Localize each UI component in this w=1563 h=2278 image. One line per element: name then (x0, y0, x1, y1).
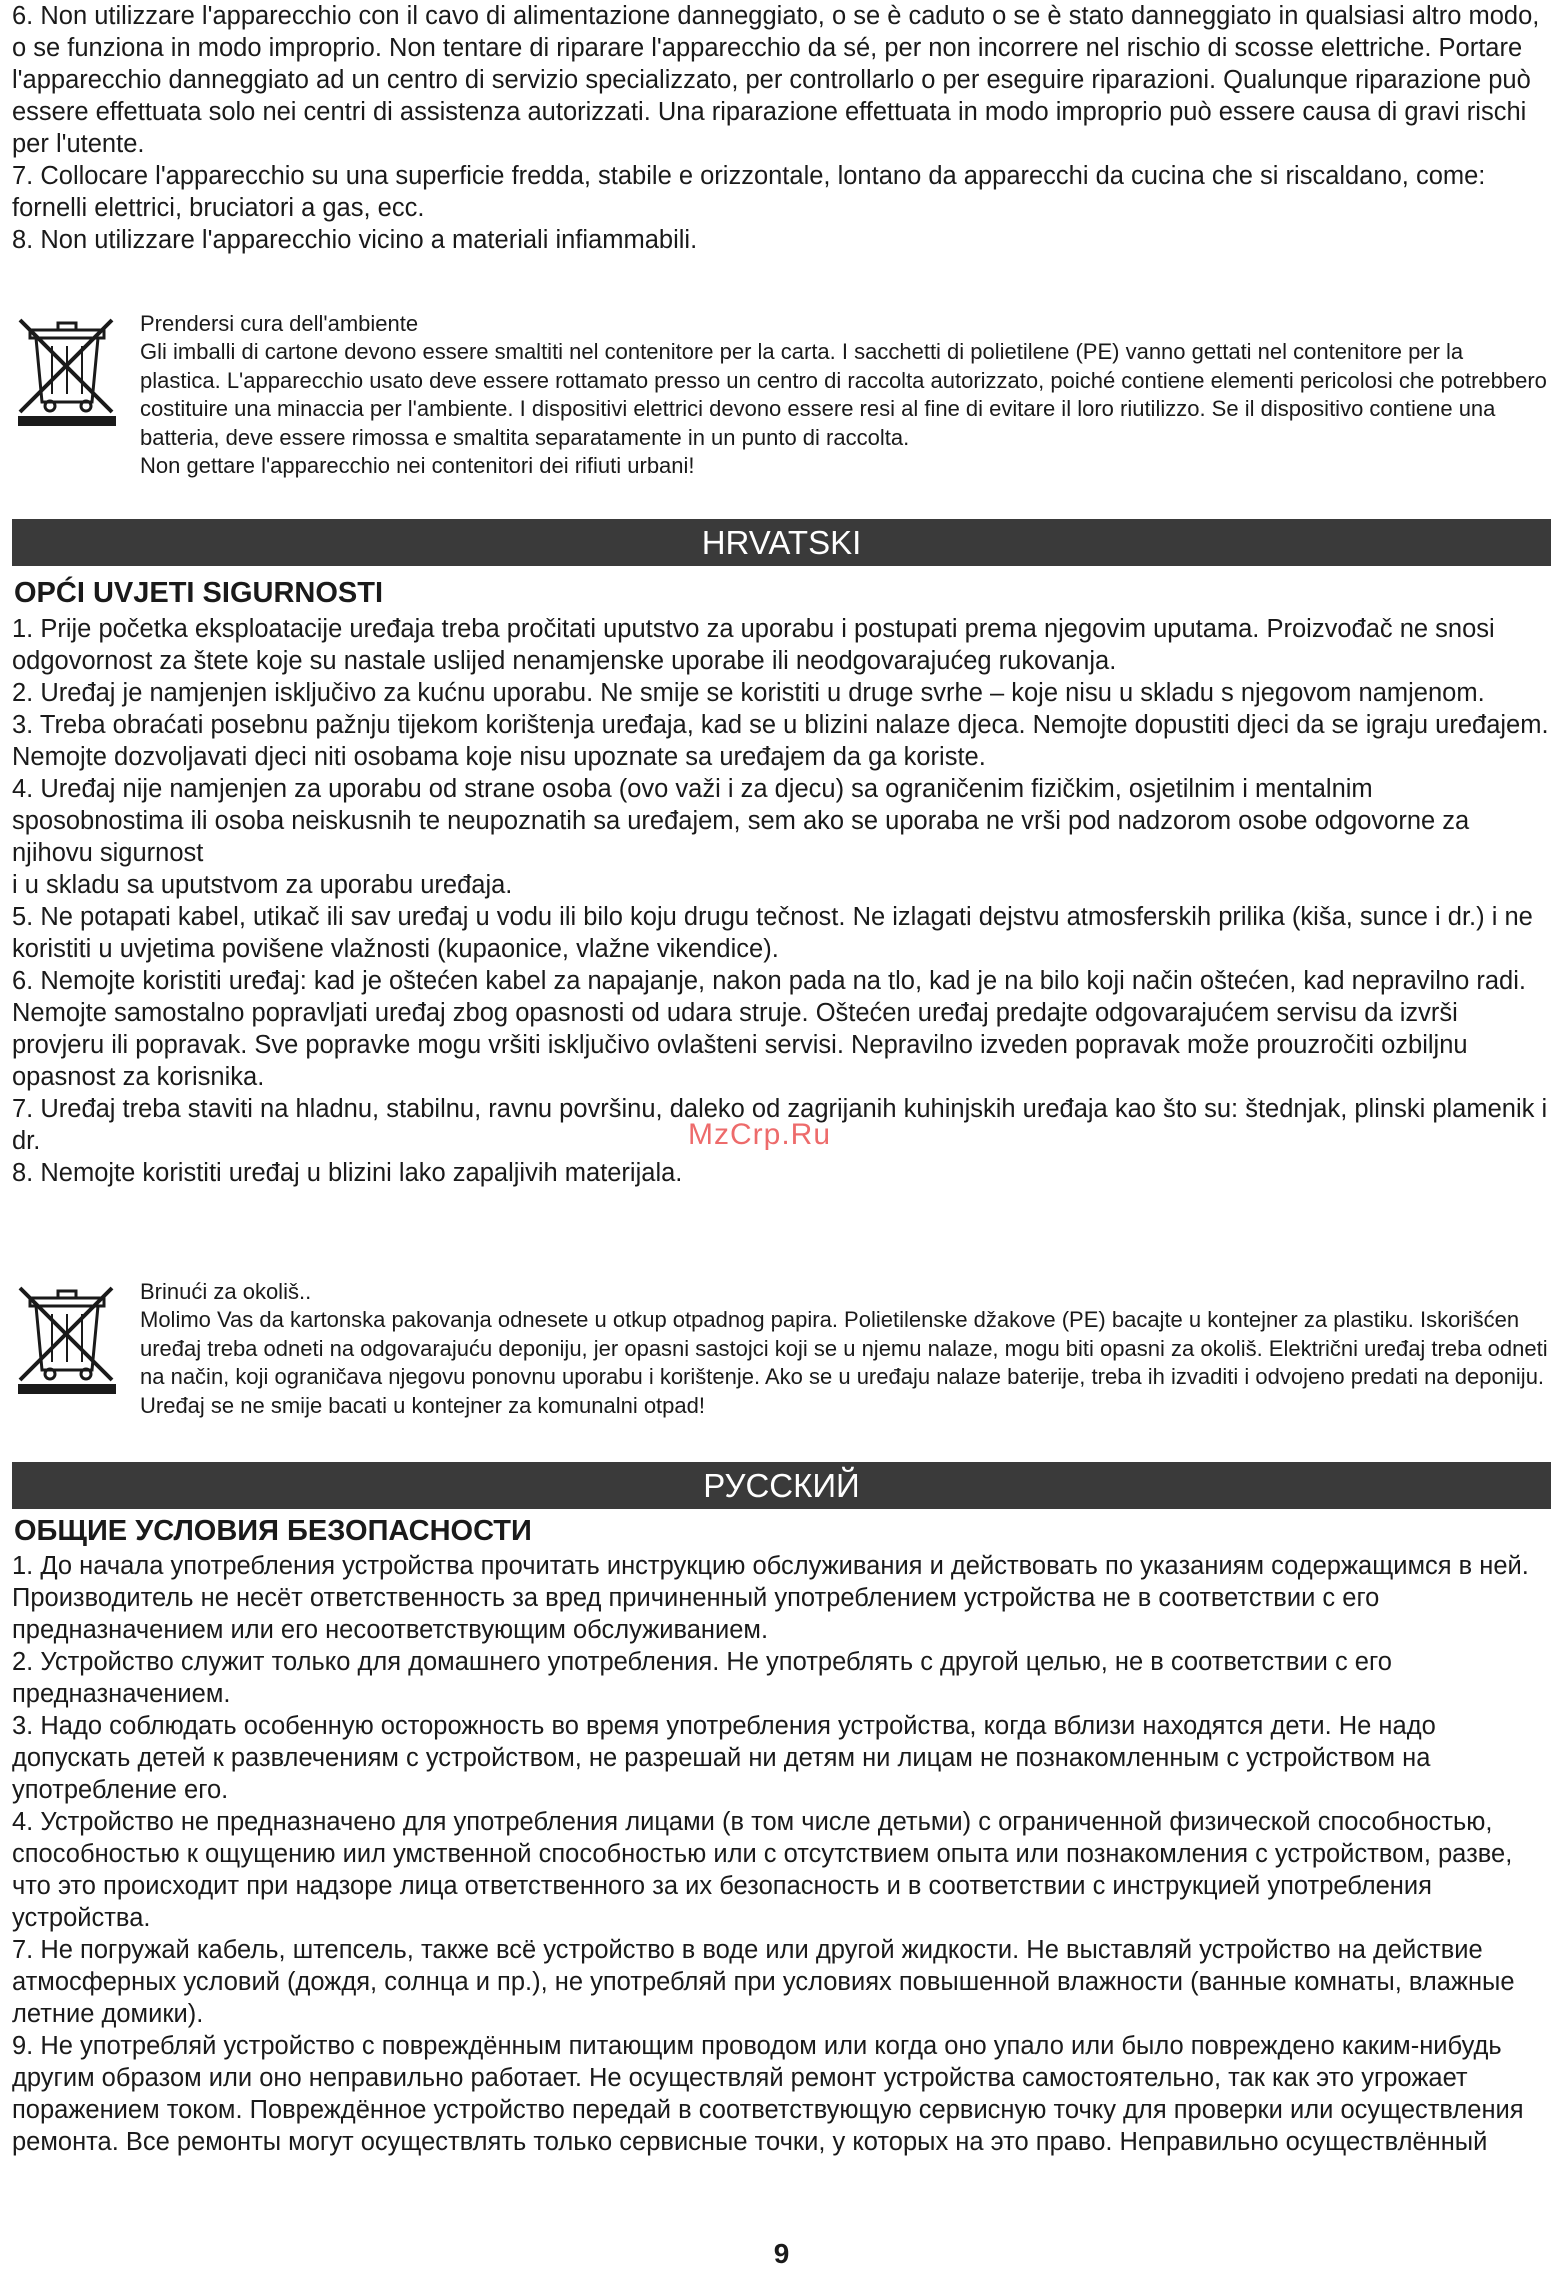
page-number: 9 (773, 2238, 790, 2269)
it-environment-warning: Non gettare l'apparecchio nei contenitori dei rifiuti urbani! (140, 453, 695, 479)
it-item-8: 8. Non utilizzare l'apparecchio vicino a materiali infiammabili. (12, 226, 698, 254)
hr-item-8: 8. Nemojte koristiti uređaj u blizini lako zapaljivih materijala. (12, 1159, 683, 1187)
hr-item-2: 2. Uređaj je namjenjen isključivo za kućnu uporabu. Ne smije se koristiti u druge svrhe – koje nisu u skladu s njegovom namjenom. (12, 679, 1485, 707)
hr-environment-body: Molimo Vas da kartonska pakovanja odnesete u otkup otpadnog papira. Polietilenske džakove (PE) bacajte u kontejner za plastiku. Iskorišćen uređaj treba odneti na odgovarajuću deponiju, jer opasni sastojci koji se u njemu nalaze, mogu biti opasni za okoliš. Električni uređaj treba odneti na način, koji ograničava njegovu ponovnu uporabu i korištenje. Ako se u uređaju nalaze baterije, treba ih izvaditi i odvojeno predati na deponiju. (140, 1307, 1548, 1390)
hr-item-6: 6. Nemojte koristiti uređaj: kad je oštećen kabel za napajanje, nakon pada na tlo, kad je na bilo koji način oštećen, kad nepravilno radi. Nemojte samostalno popravljati uređaj zbog opasnosti od udara struje. Oštećen uređaj predajte odgovarajućem servisu da izvrši provjeru ili popravak. Sve popravke mogu vršiti isključivo ovlašteni servisi. Nepravilno izveden popravak može prouzročiti ozbiljnu opasnost za korisnika. (12, 967, 1526, 1091)
it-environment-text (140, 310, 1549, 480)
ru-item-3: 3. Надо соблюдать особенную осторожность во время употребления устройства, когда вблизи находятся дети. Не надо допускать детей к развлечениям с устройством, не разрешай ни детям ни лицам не познакомленным с устройством на употребление его. (12, 1712, 1436, 1804)
russian-safety-list (12, 1550, 1549, 2158)
hr-environment-title: Brinući za okoliš.. (140, 1279, 312, 1304)
hr-environment-warning: Uređaj se ne smije bacati u kontejner za komunalni otpad! (140, 1392, 705, 1418)
it-item-6: 6. Non utilizzare l'apparecchio con il cavo di alimentazione danneggiato, o se è caduto o se è stato danneggiato in qualsiasi altro modo, o se funziona in modo improprio. Non tentare di riparare l'apparecchio da sé, per non incorrere nel rischio di scosse elettriche. Portare l'apparecchio danneggiato ad un centro di servizio specializzato, per controllarlo o per eseguire riparazioni. Qualunque riparazione può essere effettuata solo nei centri di assistenza autorizzati. Una riparazione effettuata in modo improprio può essere causa di gravi rischi per l'utente. (12, 2, 1540, 158)
weee-bin-icon (12, 1278, 122, 1420)
italian-safety-list (12, 0, 1549, 256)
hr-environment-text (140, 1278, 1549, 1420)
section-banner-russian: РУССКИЙ (12, 1462, 1551, 1509)
hr-item-1: 1. Prije početka eksploatacije uređaja treba pročitati uputstvo za uporabu i postupati prema njegovim uputama. Proizvođač ne snosi odgovornost za štete koje su nastale uslijed nenamjenske uporabe ili neodgovarajućeg rukovanja. (12, 615, 1495, 675)
hr-item-4: 4. Uređaj nije namjenjen za uporabu od strane osoba (ovo važi i za djecu) sa ograničenim fizičkim, osjetilnim i mentalnim sposobnostima ili osoba neiskusnih te neupoznatih sa uređajem, sem ako se uporaba ne vrši pod nadzorom osobe odgovorne za njihovu sigurnost (12, 775, 1470, 867)
ru-section-heading: ОБЩИЕ УСЛОВИЯ БЕЗОПАСНОСТИ (14, 1515, 532, 1547)
weee-bin-icon (12, 310, 122, 480)
hr-environment-notice (12, 1278, 1549, 1420)
hr-item-7: 7. Uređaj treba staviti na hladnu, stabilnu, ravnu površinu, daleko od zagrijanih kuhinjskih uređaja kao što su: štednjak, plinski plamenik i dr. (12, 1095, 1548, 1155)
hr-item-3: 3. Treba obraćati posebnu pažnju tijekom korištenja uređaja, kad se u blizini nalaze djeca. Nemojte dopustiti djeci da se igraju uređajem. Nemojte dozvoljavati djeci niti osobama koje nisu upoznate sa uređajem da ga koriste. (12, 711, 1549, 771)
watermark: MzCrp.Ru (688, 1118, 832, 1151)
it-environment-title: Prendersi cura dell'ambiente (140, 311, 419, 336)
it-environment-notice (12, 310, 1549, 480)
it-item-7: 7. Collocare l'apparecchio su una superficie fredda, stabile e orizzontale, lontano da apparecchi da cucina che si riscaldano, come: fornelli elettrici, bruciatori a gas, ecc. (12, 162, 1486, 222)
ru-item-7: 7. Не погружай кабель, штепсель, также всё устройство в воде или другой жидкости. Не выставляй устройство на действие атмосферных условий (дождя, солнца и пр.), не употребляй при условиях повышенной влажности (ванные комнаты, влажные летние домики). (12, 1936, 1515, 2028)
ru-item-9: 9. Не употребляй устройство с повреждённым питающим проводом или когда оно упало или было повреждено каким-нибудь другим образом или оно неправильно работает. Не осуществляй ремонт устройства самостоятельно, так как это угрожает поражением током. Повреждённое устройство передай в соответствующую сервисную точку для проверки или осуществления ремонта. Все ремонты могут осуществлять только сервисные точки, у которых на это право. Неправильно осуществлённый (12, 2032, 1524, 2156)
section-banner-hrvatski: HRVATSKI (12, 519, 1551, 566)
it-environment-body: Gli imballi di cartone devono essere smaltiti nel contenitore per la carta. I sacchetti di polietilene (PE) vanno gettati nel contenitore per la plastica. L'apparecchio usato deve essere rottamato presso un centro di raccolta autorizzato, poiché contiene elementi pericolosi che potrebbero costituire una minaccia per l'ambiente. I dispositivi elettrici devono essere resi al fine di evitare il loro riutilizzo. Se il dispositivo contiene una batteria, deve essere rimossa e smaltita separatamente in un punto di raccolta. (140, 339, 1547, 450)
ru-item-2: 2. Устройство служит только для домашнего употребления. Не употреблять с другой целью, не в соответствии с его предназначением. (12, 1648, 1392, 1708)
hr-section-heading: OPĆI UVJETI SIGURNOSTI (14, 577, 383, 609)
ru-item-4: 4. Устройство не предназначено для употребления лицами (в том числе детьми) с ограниченной физической способностью, способностью к ощущению иил умственной способностью или с отсутствием опыта или познакомления с устройством, разве, что это происходит при надзоре лица ответственного за их безопасность и в соответствии с инструкцией употребления устройства. (12, 1808, 1513, 1932)
croatian-safety-list (12, 613, 1549, 1189)
ru-item-1: 1. До начала употребления устройства прочитать инструкцию обслуживания и действовать по указаниям содержащимся в ней. Производитель не несёт ответственность за вред причиненный употреблением устройства не в соответствии с его предназначением или его несоответствующим обслуживанием. (12, 1552, 1529, 1644)
hr-item-4-cont: i u skladu sa uputstvom za uporabu uređaja. (12, 871, 513, 899)
hr-item-5: 5. Ne potapati kabel, utikač ili sav uređaj u vodu ili bilo koju drugu tečnost. Ne izlagati dejstvu atmosferskih prilika (kiša, sunce i dr.) i ne koristiti u uvjetima povišene vlažnosti (kupaonice, vlažne vikendice). (12, 903, 1533, 963)
